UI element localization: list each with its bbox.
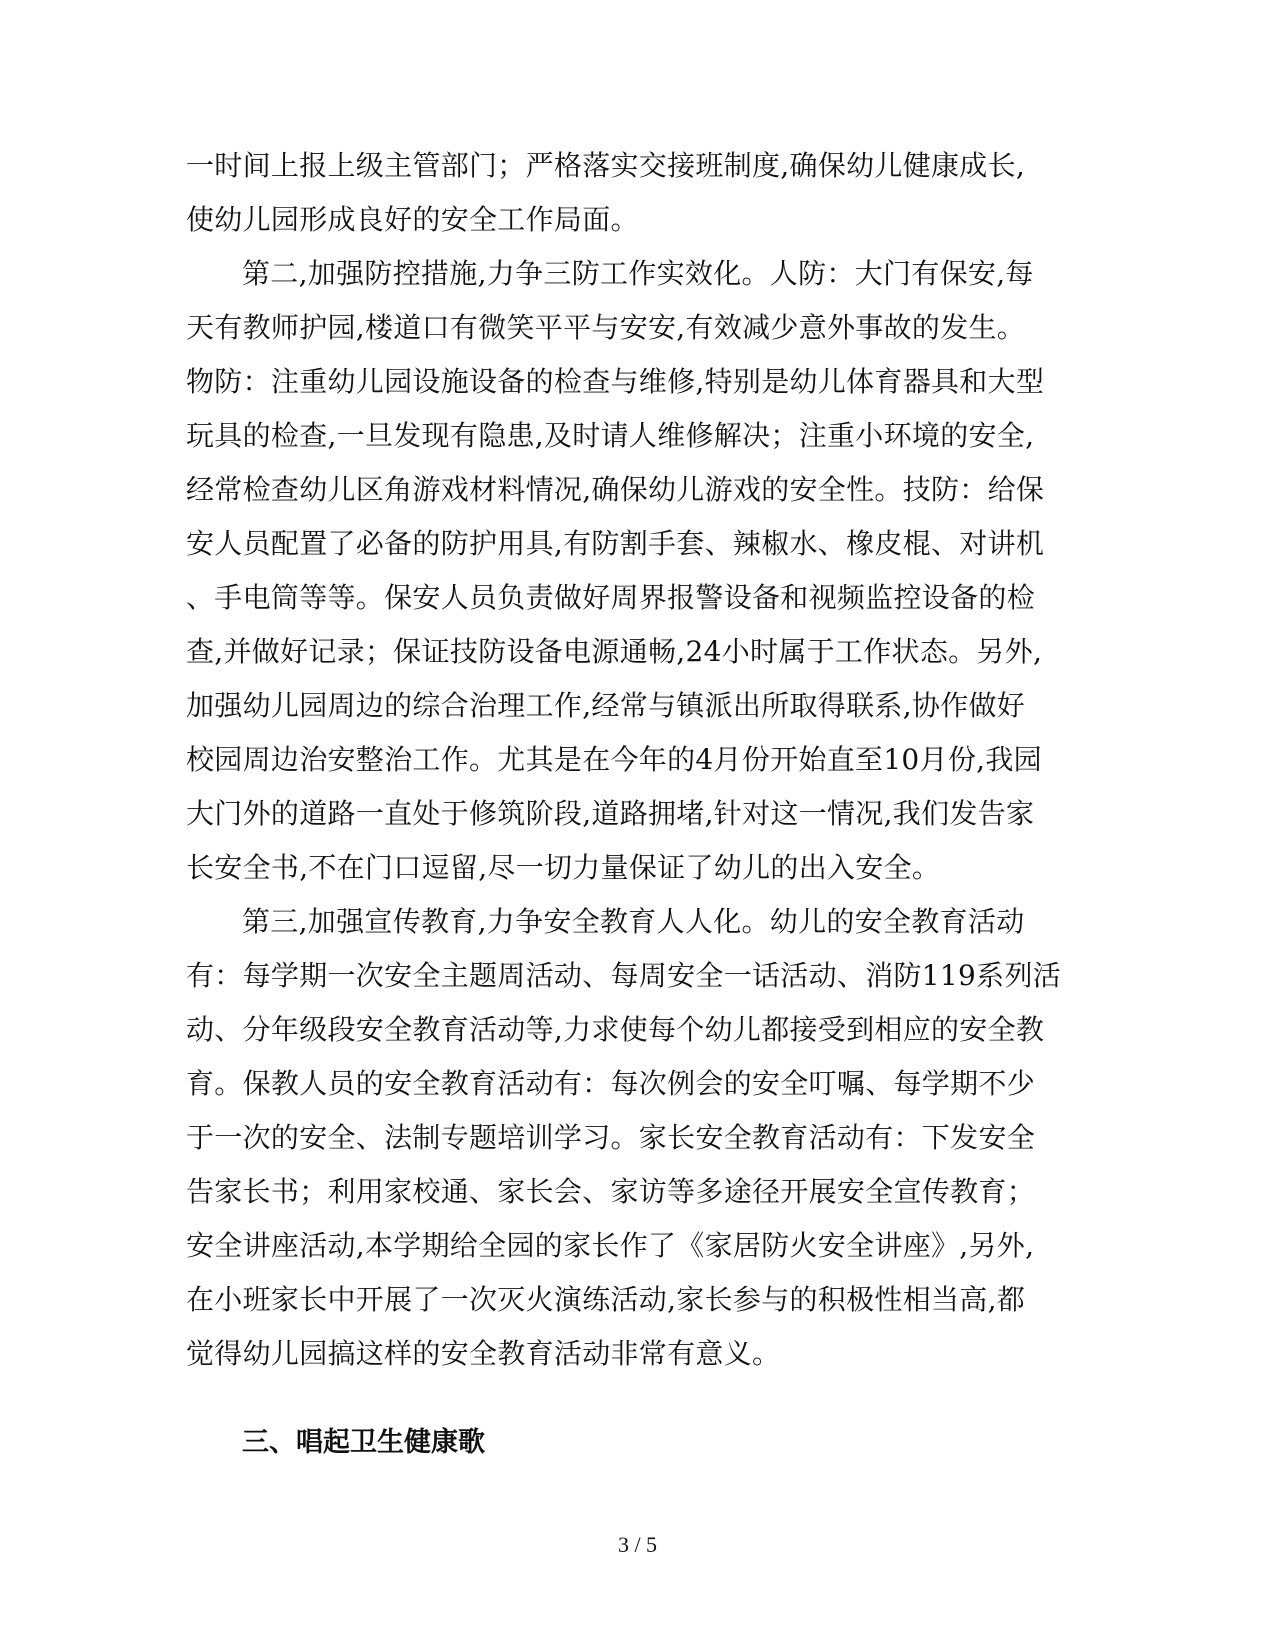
text-line: 大门外的道路一直处于修筑阶段,道路拥堵,针对这一情况,我们发告家 (186, 797, 1035, 830)
paragraph-start-line: 第二,加强防控措施,力争三防工作实效化。人防：大门有保安,每 (242, 257, 1034, 290)
text-line: 觉得幼儿园搞这样的安全教育活动非常有意义。 (186, 1337, 781, 1370)
text-line: 查,并做好记录；保证技防设备电源通畅,24小时属于工作状态。另外, (186, 635, 1043, 668)
text-line: 安人员配置了必备的防护用具,有防割手套、辣椒水、橡皮棍、对讲机 (186, 527, 1045, 560)
text-line: 于一次的安全、法制专题培训学习。家长安全教育活动有：下发安全 (186, 1121, 1036, 1154)
text-line: 育。保教人员的安全教育活动有：每次例会的安全叮嘱、每学期不少 (186, 1067, 1036, 1100)
text-line: 天有教师护园,楼道口有微笑平平与安安,有效减少意外事故的发生。 (186, 311, 1026, 344)
text-line: 长安全书,不在门口逗留,尽一切力量保证了幼儿的出入安全。 (186, 851, 941, 884)
section-heading: 三、唱起卫生健康歌 (242, 1427, 485, 1458)
text-line: 一时间上报上级主管部门；严格落实交接班制度,确保幼儿健康成长, (186, 149, 1026, 182)
text-line: 动、分年级段安全教育活动等,力求使每个幼儿都接受到相应的安全教 (186, 1013, 1045, 1046)
text-line: 在小班家长中开展了一次灭火演练活动,家长参与的积极性相当高,都 (186, 1283, 1026, 1316)
page-number: 3 / 5 (617, 1532, 658, 1557)
text-line: 使幼儿园形成良好的安全工作局面。 (186, 203, 639, 236)
text-line: 加强幼儿园周边的综合治理工作,经常与镇派出所取得联系,协作做好 (186, 689, 1026, 722)
text-line: 经常检查幼儿区角游戏材料情况,确保幼儿游戏的安全性。技防：给保 (186, 473, 1045, 506)
text-line: 玩具的检查,一旦发现有隐患,及时请人维修解决；注重小环境的安全, (186, 419, 1035, 452)
text-line: 安全讲座活动,本学期给全园的家长作了《家居防火安全讲座》,另外, (186, 1229, 1035, 1262)
text-line: 校园周边治安整治工作。尤其是在今年的4月份开始直至10月份,我园 (186, 743, 1042, 776)
text-line: 、手电筒等等。保安人员负责做好周界报警设备和视频监控设备的检 (186, 581, 1036, 614)
text-line: 物防：注重幼儿园设施设备的检查与维修,特别是幼儿体育器具和大型 (186, 365, 1045, 398)
paragraph-start-line: 第三,加强宣传教育,力争安全教育人人化。幼儿的安全教育活动 (242, 905, 1025, 938)
text-line: 有：每学期一次安全主题周活动、每周安全一话活动、消防119系列活 (186, 959, 1062, 992)
text-line: 告家长书；利用家校通、家长会、家访等多途径开展安全宣传教育； (186, 1175, 1036, 1208)
